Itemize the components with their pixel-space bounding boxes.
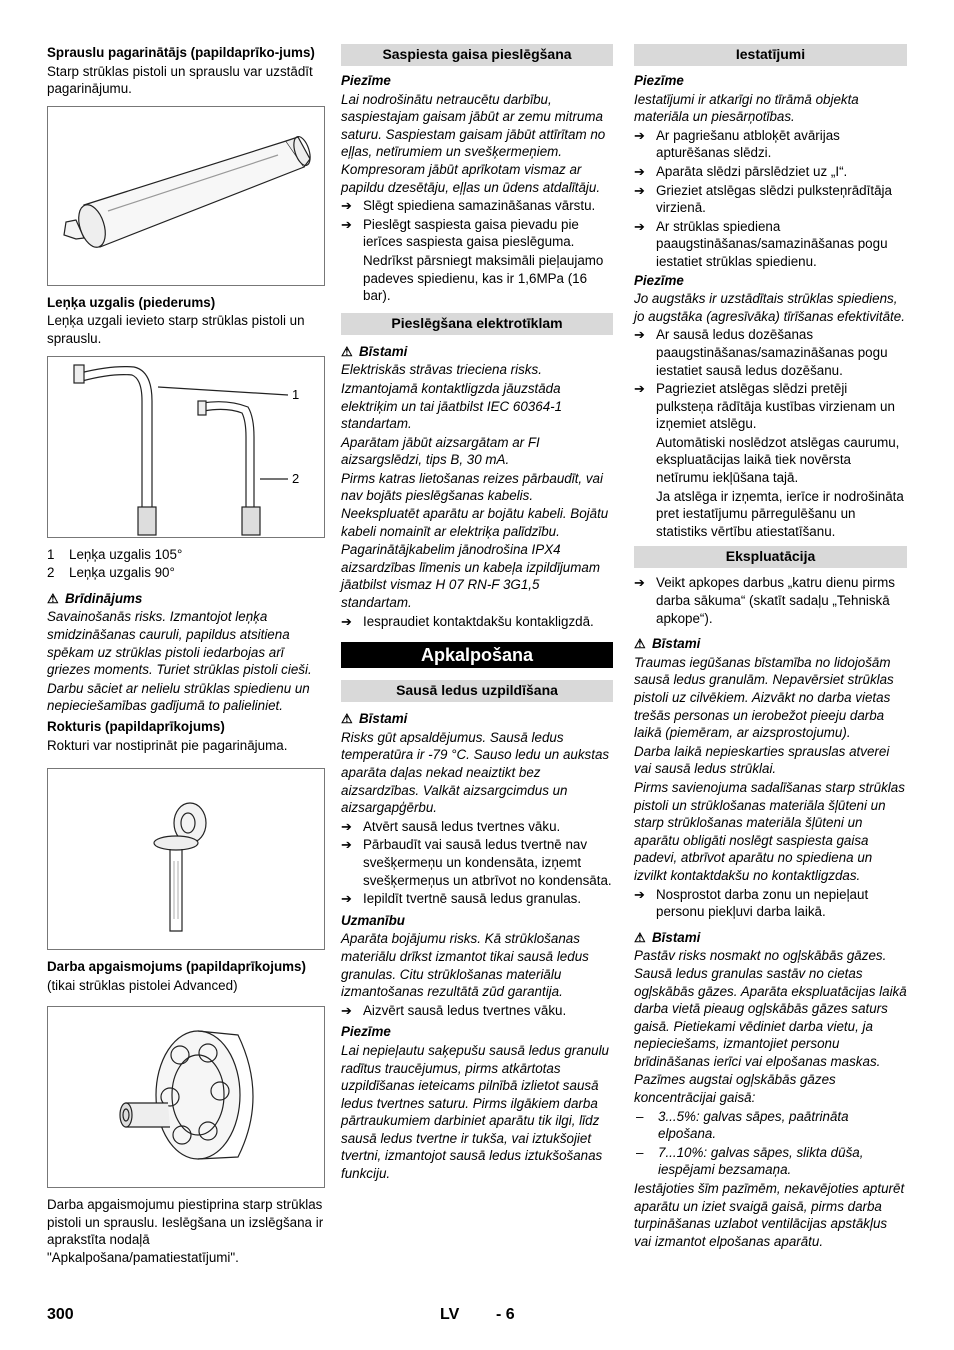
column-middle	[341, 44, 613, 1184]
warning-triangle-icon: ⚠	[341, 711, 353, 727]
caution-label: Uzmanību	[341, 912, 405, 928]
step-note: Automātiski noslēdzot atslēgas caurumu, ekspluatācijas laikā tiek novērsta netīrumu iekļūšana tajā.	[656, 434, 900, 486]
figure-angle-nozzles	[47, 356, 325, 538]
sub-page-number: - 6	[496, 1306, 515, 1323]
warning-heading: ⚠ Brīdinājums	[47, 590, 143, 606]
step-item: ➔ Grieziet atslēgas slēdzi pulksteņrādītāja virzienā.	[634, 182, 892, 216]
note-text: Jo augstāks ir uzstādītais strūklas spiediens, jo augstāka (agresīvāka) tīrīšanas efektivitāte.	[634, 291, 905, 324]
arrow-right-icon: ➔	[634, 327, 645, 343]
danger-text: Aparātam jābūt aizsargātam ar FI aizsargslēdzi, tips B, 30 mA.	[341, 434, 540, 468]
heading-angle-nozzle: Leņķa uzgalis (piederums)	[47, 294, 216, 310]
step-item: ➔ Ar pagriešanu atbloķēt avārijas apturēšanas slēdzi.	[634, 127, 840, 161]
step-item: ➔ Veikt apkopes darbus „katru dienu pirms darba sākuma“ (skatīt sadaļu „Tehniskā apkope“).	[634, 575, 895, 626]
column-left	[47, 44, 325, 1268]
step-item: ➔ Aizvērt sausā ledus tvertnes vāku.	[341, 1002, 567, 1018]
section-heading-operation: Ekspluatācija	[634, 546, 907, 568]
extension-tube-illustration	[48, 107, 312, 285]
heading-handle: Rokturis (papildaprīkojums)	[47, 718, 225, 734]
danger-text: Pazīmes augstai ogļskābās gāzes koncentrācijai gaisā:	[634, 1072, 836, 1106]
text-angle-nozzle: Leņķa uzgali ievieto starp strūklas pistoli un sprauslu.	[47, 313, 305, 346]
step-note: Ja atslēga ir izņemta, ierīce ir nodrošināta pret iestatījumu pārregulēšanu un statistiks vērtību atiestatīšanu.	[656, 488, 904, 539]
danger-text: Risks gūt apsaldējumus. Sausā ledus temperatūra ir -79 °C. Sauso ledu un aukstas aparāta daļas nekad neaiztikt bez aizsardzības. Valkāt aizsargcimdus un aizsargapģērbu.	[341, 729, 610, 816]
arrow-right-icon: ➔	[341, 1002, 352, 1018]
figure-callout-1: 1	[292, 386, 300, 402]
section-heading-dry-ice-filling: Sausā ledus uzpildīšana	[341, 680, 613, 702]
arrow-right-icon: ➔	[634, 886, 645, 902]
arrow-right-icon: ➔	[634, 127, 645, 143]
figure-handle	[47, 768, 325, 950]
warning-triangle-icon: ⚠	[341, 343, 353, 359]
warning-text: Savainošanās risks. Izmantojot leņķa smidzināšanas cauruli, papildus atsitiena spēkam uz strūklas pistoli iedarbojas arī griezes moments. Turiet strūklas pistoli cieši.	[47, 609, 312, 678]
arrow-right-icon: ➔	[341, 613, 352, 629]
text-work-light-scope: (tikai strūklas pistolei Advanced)	[47, 977, 238, 993]
arrow-right-icon: ➔	[634, 163, 645, 179]
page-number: 300	[47, 1306, 74, 1323]
arrow-right-icon: ➔	[634, 381, 645, 397]
warning-triangle-icon: ⚠	[634, 929, 646, 945]
arrow-right-icon: ➔	[341, 198, 352, 214]
legend-item: 2 Leņķa uzgalis 90°	[47, 565, 175, 581]
note-label: Piezīme	[341, 1024, 391, 1040]
section-heading-compressed-air: Saspiesta gaisa pieslēgšana	[341, 44, 613, 66]
step-item: ➔ Slēgt spiediena samazināšanas vārstu.	[341, 198, 596, 214]
arrow-right-icon: ➔	[341, 891, 352, 907]
step-item: ➔ Ar sausā ledus dozēšanas paaugstināšanas/samazināšanas pogu iestatiet sausā ledus dozēšanu.	[634, 327, 888, 378]
heading-nozzle-extension: Sprauslu pagarinātājs (papildaprīko-jums)	[47, 45, 315, 60]
figure-work-light	[47, 1006, 325, 1188]
section-heading-settings: Iestatījumi	[634, 44, 907, 66]
danger-text: Darba laikā nepieskarties sprauslas atverei vai sausā ledus strūklai.	[634, 743, 890, 777]
arrow-right-icon: ➔	[634, 218, 645, 234]
chapter-heading-operation: Apkalpošana	[341, 642, 613, 668]
note-text: Lai nodrošinātu netraucētu darbību, saspiestajam gaisam jābūt ar zemu mitruma saturu. Saspiestam gaisam jābūt attīrītam no eļļas, netīrumiem un svešķermeņiem. Kompresoram jābūt aprīkotam vismaz ar papildu dzesētāju, eļļas un ūdens atdalītāju.	[341, 91, 606, 195]
note-text: Iestatījumi ir atkarīgi no tīrāmā objekta materiāla un piesārņotības.	[634, 91, 859, 125]
step-item: ➔ Iespraudiet kontaktdakšu kontakligzdā.	[341, 613, 594, 629]
step-item: ➔ Aparāta slēdzi pārslēdziet uz „I“.	[634, 163, 848, 179]
heading-work-light: Darba apgaismojums (papildaprīkojums)	[47, 959, 306, 975]
legend-item: 1 Leņķa uzgalis 105°	[47, 546, 183, 562]
arrow-right-icon: ➔	[634, 182, 645, 198]
danger-heading: ⚠ Bīstami	[634, 636, 701, 652]
figure-callout-2: 2	[292, 470, 300, 486]
note-label: Piezīme	[634, 272, 684, 288]
danger-text: Pirms savienojuma sadalīšanas starp strūklas pistoli un strūklošanas materiāla šļūteni un starp strūklošanas materiāla šļūteni un aparātu obligāti noslēgt saspiesta gaisa padevi, atbrīvot aparātu no spiediena un izvilkt kontaktdakšu no kontaktligzdas.	[634, 779, 905, 883]
text-nozzle-extension: Starp strūklas pistoli un sprauslu var uzstādīt pagarinājumu.	[47, 63, 313, 97]
work-light-illustration	[48, 1007, 324, 1187]
arrow-right-icon: ➔	[634, 575, 645, 591]
step-item: ➔ Pagrieziet atslēgas slēdzi pretēji pulksteņa rādītāja kustības virzienam un izņemiet atslēgu.	[634, 381, 895, 432]
step-item: ➔ Pārbaudīt vai sausā ledus tvertnē nav svešķermeņu un kondensāta, izņemt svešķermeņus un atbrīvot no kondensāta.	[341, 837, 612, 888]
step-item: ➔ Atvērt sausā ledus tvertnes vāku.	[341, 818, 561, 834]
step-note: Nedrīkst pārsniegt maksimāli pieļaujamo padeves spiedienu, kas ir 1,6MPa (16 bar).	[363, 252, 604, 304]
handle-illustration	[48, 769, 312, 949]
language-code: LV	[440, 1306, 460, 1323]
step-item: ➔ Ar strūklas spiediena paaugstināšanas/samazināšanas pogu iestatiet strūklas spiedienu.	[634, 218, 888, 269]
note-label: Piezīme	[634, 73, 684, 88]
caution-text: Aparāta bojājumu risks. Kā strūklošanas materiālu drīkst izmantot tikai sausā ledus granulas. Citu strūklošanas materiālu izmantošanas rezultātā zūd garantija.	[341, 931, 589, 1000]
page-footer	[0, 1306, 954, 1330]
danger-heading: ⚠ Bīstami	[341, 711, 408, 727]
angle-nozzle-illustration	[48, 357, 324, 537]
section-heading-power: Pieslēgšana elektrotīklam	[341, 313, 613, 335]
arrow-right-icon: ➔	[341, 216, 352, 232]
column-right	[634, 44, 907, 1251]
warning-text: Darbu sāciet ar nelielu strūklas spiedienu un nepieciešamības gadījumā to palieliniet.	[47, 680, 310, 714]
text-handle: Rokturi var nostiprināt pie pagarinājuma.	[47, 737, 288, 753]
arrow-right-icon: ➔	[341, 837, 352, 853]
warning-triangle-icon: ⚠	[47, 590, 59, 606]
danger-text: Izmantojamā kontaktligzda jāuzstāda elektriķim un tai jāatbilst IEC 60364-1 standartam.	[341, 380, 563, 432]
arrow-right-icon: ➔	[341, 818, 352, 834]
danger-text: Pagarinātājkabelim jānodrošina IPX4 aizsardzības līmenis un kabeļa izpildījumam jāatbilst vismaz H 07 RN-F 3G1,5 standartam.	[341, 542, 600, 611]
note-label: Piezīme	[341, 73, 391, 88]
danger-heading: ⚠ Bīstami	[341, 343, 408, 359]
figure-nozzle-extension	[47, 106, 325, 286]
text-work-light: Darba apgaismojumu piestiprina starp strūklas pistoli un sprauslu. Ieslēgšana un izslēgšana ir aprakstīta nodaļā "Apkalpošana/pamatiestatījumi".	[47, 1197, 324, 1266]
step-item: ➔ Nosprostot darba zonu un nepieļaut personu piekļuvi darba laikā.	[634, 886, 869, 920]
step-item: ➔ Pieslēgt saspiesta gaisa pievadu pie ierīces saspiesta gaisa pieslēguma.	[341, 216, 579, 250]
dash-item: – 3...5%: galvas sāpes, paātrināta elpošana.	[636, 1108, 849, 1142]
danger-text: Pastāv risks nosmakt no ogļskābās gāzes. Sausā ledus granulas sastāv no cietas ogļskābās gāzes. Aparāta ekspluatācijas laikā darba vietā pieaug ogļskābās gāzes saturs gaisā. Pietiekami vēdiniet darba vietu, ja nepieciešams, izmantojiet personu brīdināšanas ierīci vai elpošanas maskas.	[634, 948, 907, 1069]
note-text: Lai nepieļautu saķepušu sausā ledus granulu radītus traucējumus, pirms atkārtotas uzpildīšanas ieteicams pilnībā izlietot sausā ledus tvertnes saturu. Pirms ilgākiem darbа pārtraukumiem darbiniet aparātu tik ilgi, līdz sausā ledus tvertne ir tukša, vai iztukšojiet tvertni, izmantojot sausā ledus iztukšošanas funkciju.	[341, 1042, 610, 1182]
step-item: ➔ Iepildīt tvertnē sausā ledus granulas.	[341, 891, 582, 907]
danger-text: Pirms katras lietošanas reizes pārbaudīt, vai nav bojāts pieslēgšanas kabelis. Neekspluatēt aparātu ar bojātu kabeli. Bojātu kabeli nomainīt ar elektriķa palīdzību.	[341, 470, 609, 539]
warning-triangle-icon: ⚠	[634, 636, 646, 652]
dash-item: – 7...10%: galvas sāpes, slikta dūša, iespējami bezsamaņa.	[636, 1144, 864, 1178]
danger-heading: ⚠ Bīstami	[634, 929, 701, 945]
danger-text: Elektriskās strāvas trieciena risks.	[341, 362, 542, 378]
danger-text: Iestājoties šīm pazīmēm, nekavējoties apturēt aparātu un iziet svaigā gaisā, pirms darba turpināšanas uzlabot ventilācijas apstākļus vai izmantot elpošanas aparātu.	[634, 1181, 905, 1249]
danger-text: Traumas iegūšanas bīstamība no lidojošām sausā ledus granulām. Nepavērsiet strūklas pistoli uz cilvēkiem. Aizvākt no darba vietas trešās personas un ierobežot pieeju darba laikā (piemēram, ar aizsprostojumu).	[634, 654, 894, 741]
